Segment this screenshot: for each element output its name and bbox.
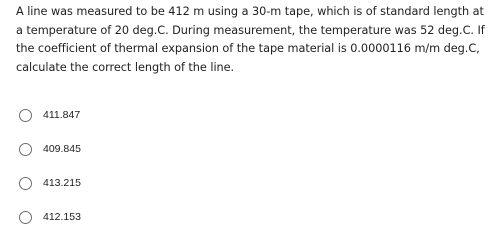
answer-option[interactable]	[19, 98, 81, 132]
radio-button[interactable]	[19, 143, 32, 156]
radio-button[interactable]	[19, 211, 32, 224]
answer-option-label: 409.845	[43, 143, 81, 155]
answer-option-label: 411.847	[43, 109, 81, 121]
answer-option[interactable]	[19, 132, 81, 166]
question-text: A line was measured to be 412 m using a 30-m tape, which is of standard length at a temperature of 20 deg.C. During measurement, the temperature was 52 deg.C. If the coefficient of thermal expansion of the tape material is 0.0000116 m/m deg.C, calculate the correct length of the line.	[16, 5, 485, 74]
radio-button[interactable]	[19, 109, 32, 122]
answer-option[interactable]	[19, 200, 81, 234]
answer-option-label: 412.153	[43, 211, 81, 223]
answer-option[interactable]	[19, 166, 81, 200]
answer-option-label: 413.215	[43, 177, 81, 189]
answer-options	[19, 98, 81, 234]
radio-button[interactable]	[19, 177, 32, 190]
